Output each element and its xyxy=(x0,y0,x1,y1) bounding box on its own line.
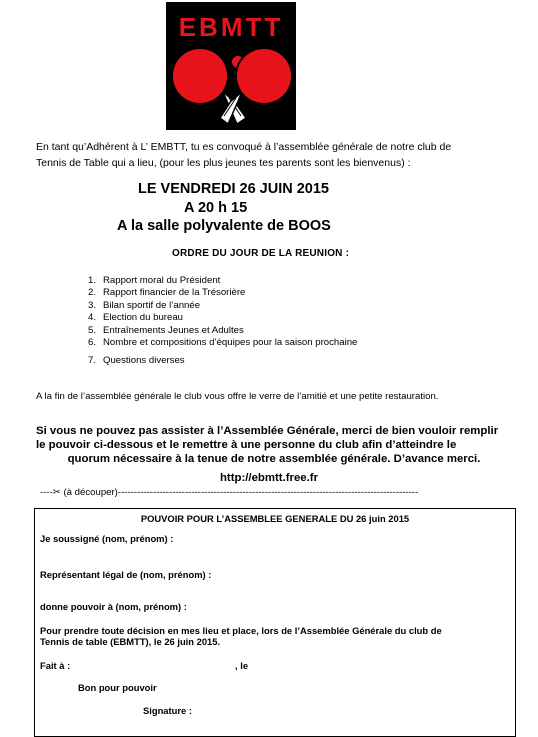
logo-text: EBMTT xyxy=(178,12,284,42)
proxy-title: POUVOIR POUR L’ASSEMBLEE GENERALE DU 26 juin 2015 xyxy=(140,513,410,524)
appeal-line-2: le pouvoir ci-dessous et le remettre à une personne du club afin d’atteindre le xyxy=(36,439,457,452)
decision-line-1: Pour prendre toute décision en mes lieu et place, lors de l’Assemblée Générale du club de xyxy=(40,625,442,636)
intro-line-1: En tant qu’Adhérent à L’ EMBTT, tu es convoqué à l’assemblée générale de notre club de xyxy=(36,141,452,153)
appeal-line-3: quorum nécessaire à la tenue de notre assemblée générale. D’avance merci. xyxy=(67,453,481,466)
good-for-proxy-label: Bon pour pouvoir xyxy=(78,682,157,693)
event-date: LE VENDREDI 26 JUIN 2015 xyxy=(138,181,329,197)
ping-pong-paddles-icon xyxy=(166,2,296,130)
closing-text: A la fin de l’assemblée générale le club vous offre le verre de l’amitié et une petite restauration. xyxy=(36,391,439,402)
proxy-appeal xyxy=(36,424,512,467)
cut-line: ----✂ (à découper)---------------------------------------------------------------------------------------------- xyxy=(40,487,419,498)
event-place: A la salle polyvalente de BOOS xyxy=(117,218,331,234)
proxy-form xyxy=(34,508,516,737)
club-logo xyxy=(166,2,296,130)
club-website-link[interactable]: http://ebmtt.free.fr xyxy=(219,472,319,484)
intro-text xyxy=(36,139,506,171)
undersigned-field[interactable]: Je soussigné (nom, prénom) : xyxy=(40,533,174,544)
event-time: A 20 h 15 xyxy=(184,200,248,216)
signature-field[interactable]: Signature : xyxy=(143,705,192,716)
date-field[interactable]: , le xyxy=(235,660,249,671)
intro-line-2: Tennis de Table qui a lieu, (pour les plus jeunes tes parents sont les bienvenus) : xyxy=(36,157,411,169)
decision-line-2: Tennis de table (EBMTT), le 26 juin 2015. xyxy=(40,636,221,647)
legal-guardian-field[interactable]: Représentant légal de (nom, prénom) : xyxy=(40,569,212,580)
appeal-line-1: Si vous ne pouvez pas assister à l’Assemblée Générale, merci de bien vouloir remplir xyxy=(36,425,499,437)
agenda-title: ORDRE DU JOUR DE LA REUNION : xyxy=(172,248,350,259)
done-at-field[interactable]: Fait à : xyxy=(40,660,71,671)
proxy-holder-field[interactable]: donne pouvoir à (nom, prénom) : xyxy=(40,601,187,612)
